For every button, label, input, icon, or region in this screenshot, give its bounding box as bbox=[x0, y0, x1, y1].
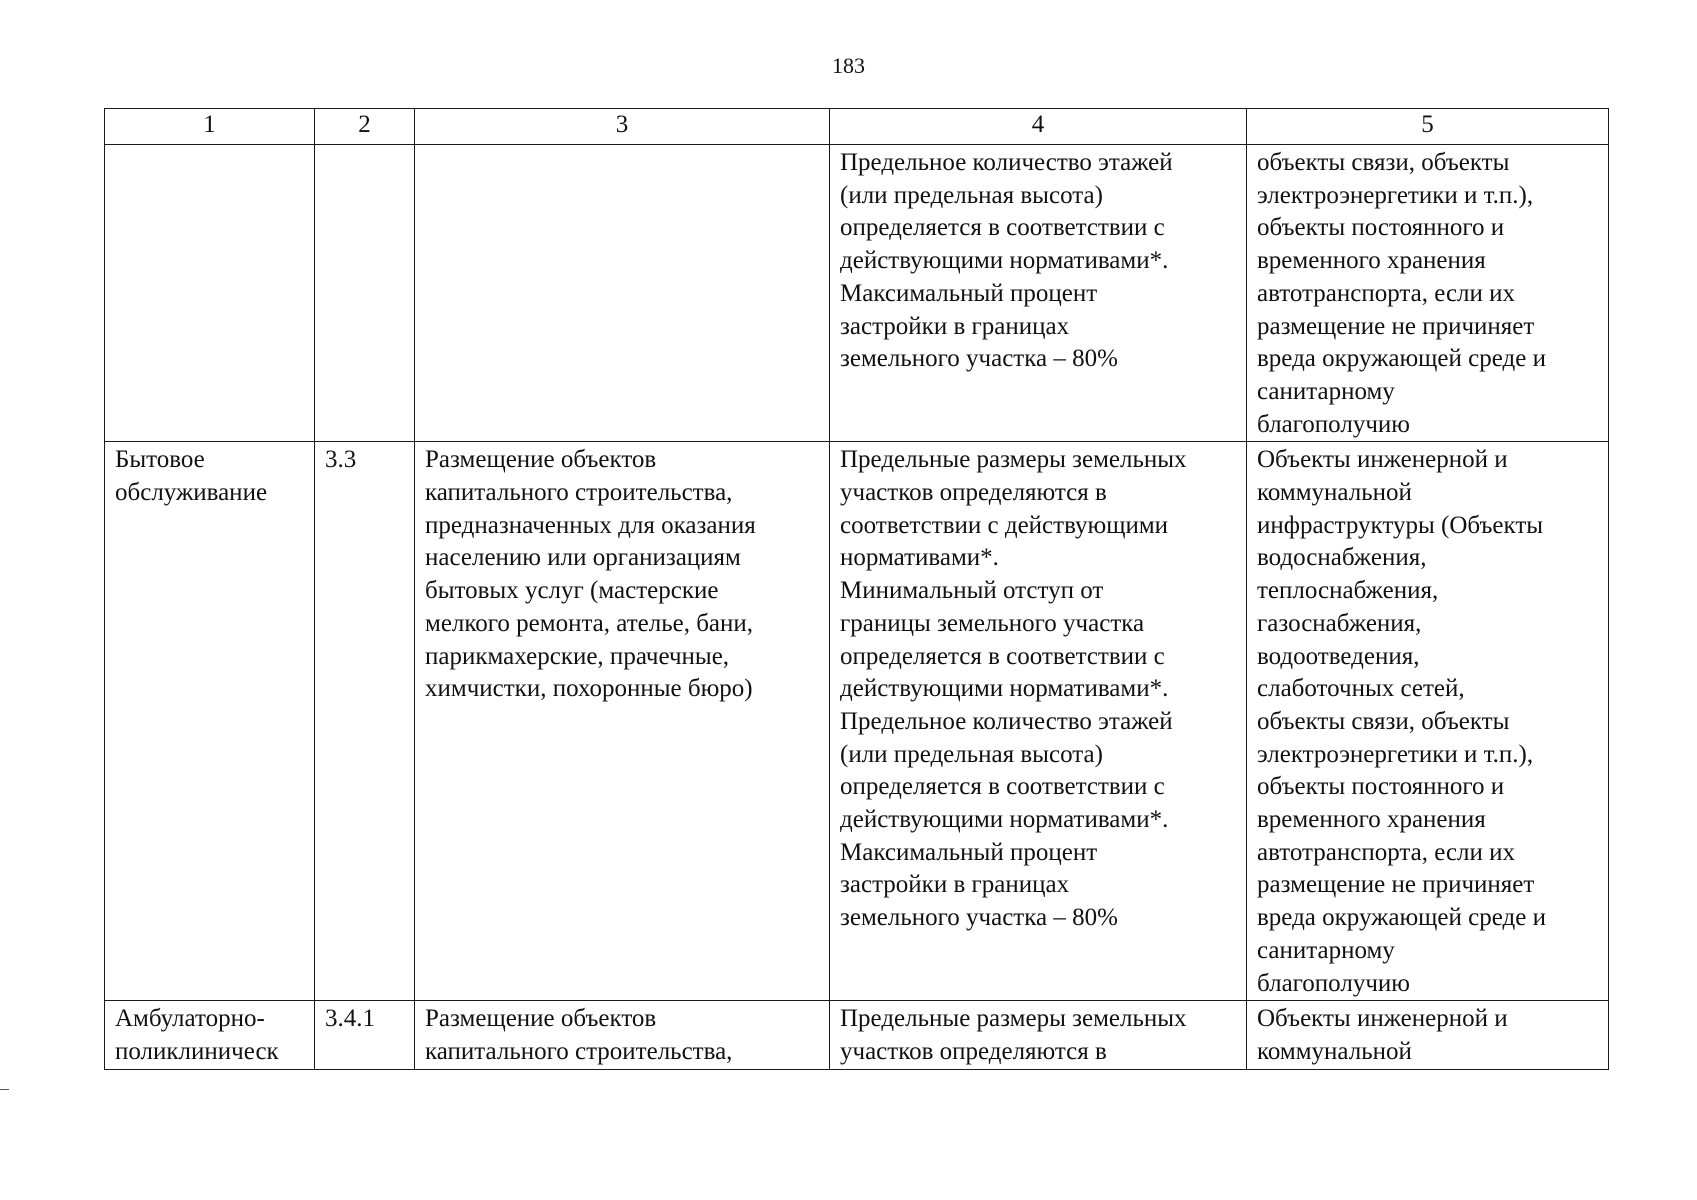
text-line: Предельные размеры земельных bbox=[840, 1005, 1187, 1033]
table-row bbox=[105, 442, 1609, 1001]
text-line: Размещение объектов bbox=[425, 446, 657, 474]
text-line: Бытовое bbox=[115, 446, 205, 474]
cell-description bbox=[415, 442, 830, 1001]
text-line: автотранспорта, если их bbox=[1257, 838, 1516, 866]
text-line: Предельное количество этажей bbox=[840, 707, 1173, 735]
cell-parameters bbox=[830, 442, 1247, 1001]
text-line: Максимальный процент bbox=[840, 838, 1098, 866]
text-line: нормативами*. bbox=[840, 544, 999, 572]
text-line: электроэнергетики и т.п.), bbox=[1257, 181, 1534, 209]
text-line: (или предельная высота) bbox=[840, 181, 1103, 209]
text-line: мелкого ремонта, ателье, бани, bbox=[425, 609, 754, 637]
scan-margin-mark bbox=[0, 1089, 9, 1090]
cell-auxiliary-objects bbox=[1247, 442, 1609, 1001]
text-line: электроэнергетики и т.п.), bbox=[1257, 740, 1534, 768]
column-header-1: 1 bbox=[105, 109, 315, 145]
column-header-3: 3 bbox=[415, 109, 830, 145]
text-line: (или предельная высота) bbox=[840, 740, 1103, 768]
text-line: определяется в соответствии с bbox=[840, 642, 1165, 670]
text-line: санитарному bbox=[1257, 936, 1395, 964]
text-line: вреда окружающей среде и bbox=[1257, 345, 1546, 373]
text-line: участков определяются в bbox=[840, 1037, 1107, 1065]
cell-description bbox=[415, 145, 830, 442]
document-table bbox=[104, 108, 1609, 1070]
cell-auxiliary-objects bbox=[1247, 1001, 1609, 1069]
text-line: определяется в соответствии с bbox=[840, 214, 1165, 242]
text-line: действующими нормативами*. bbox=[840, 675, 1169, 703]
text-line: газоснабжения, bbox=[1257, 609, 1422, 637]
text-line: временного хранения bbox=[1257, 247, 1486, 275]
cell-name bbox=[105, 1001, 315, 1069]
text-line: Предельные размеры земельных bbox=[840, 446, 1187, 474]
text-line: Размещение объектов bbox=[425, 1005, 657, 1033]
table-header-row bbox=[105, 109, 1609, 145]
text-line: обслуживание bbox=[115, 479, 268, 507]
text-line: Объекты инженерной и bbox=[1257, 1005, 1508, 1033]
text-line: водоотведения, bbox=[1257, 642, 1420, 670]
text-line: участков определяются в bbox=[840, 479, 1107, 507]
cell-code bbox=[315, 145, 415, 442]
text-line: вреда окружающей среде и bbox=[1257, 904, 1546, 932]
text-line: объекты постоянного и bbox=[1257, 773, 1505, 801]
text-line: поликлиническ bbox=[115, 1037, 279, 1065]
page-number: 183 bbox=[832, 53, 865, 78]
text-line: Минимальный отступ от bbox=[840, 577, 1104, 605]
column-header-2: 2 bbox=[315, 109, 415, 145]
text-line: объекты постоянного и bbox=[1257, 214, 1505, 242]
text-line: благополучию bbox=[1257, 969, 1410, 997]
table-row bbox=[105, 1001, 1609, 1069]
text-line: действующими нормативами*. bbox=[840, 806, 1169, 834]
text-line: благополучию bbox=[1257, 410, 1410, 438]
text-line: объекты связи, объекты bbox=[1257, 707, 1510, 735]
column-header-4: 4 bbox=[830, 109, 1247, 145]
text-line: Объекты инженерной и bbox=[1257, 446, 1508, 474]
text-line: размещение не причиняет bbox=[1257, 871, 1535, 899]
text-line: капитального строительства, bbox=[425, 479, 733, 507]
cell-code: 3.4.1 bbox=[315, 1001, 415, 1069]
text-line: земельного участка – 80% bbox=[840, 904, 1118, 932]
text-line: инфраструктуры (Объекты bbox=[1257, 511, 1544, 539]
text-line: соответствии с действующими bbox=[840, 511, 1169, 539]
table-row bbox=[105, 145, 1609, 442]
cell-parameters bbox=[830, 145, 1247, 442]
cell-description bbox=[415, 1001, 830, 1069]
text-line: автотранспорта, если их bbox=[1257, 279, 1516, 307]
text-line: капитального строительства, bbox=[425, 1037, 733, 1065]
text-line: границы земельного участка bbox=[840, 609, 1145, 637]
text-line: теплоснабжения, bbox=[1257, 577, 1439, 605]
cell-auxiliary-objects bbox=[1247, 145, 1609, 442]
text-line: Максимальный процент bbox=[840, 279, 1098, 307]
text-line: объекты связи, объекты bbox=[1257, 149, 1510, 176]
cell-name bbox=[105, 442, 315, 1001]
text-line: застройки в границах bbox=[840, 312, 1070, 340]
text-line: размещение не причиняет bbox=[1257, 312, 1535, 340]
text-line: временного хранения bbox=[1257, 806, 1486, 834]
text-line: населению или организациям bbox=[425, 544, 741, 572]
text-line: коммунальной bbox=[1257, 1037, 1412, 1065]
text-line: действующими нормативами*. bbox=[840, 247, 1169, 275]
text-line: парикмахерские, прачечные, bbox=[425, 642, 730, 670]
text-line: застройки в границах bbox=[840, 871, 1070, 899]
cell-name bbox=[105, 145, 315, 442]
text-line: санитарному bbox=[1257, 377, 1395, 405]
text-line: предназначенных для оказания bbox=[425, 511, 756, 539]
cell-code: 3.3 bbox=[315, 442, 415, 1001]
text-line: химчистки, похоронные бюро) bbox=[425, 675, 753, 703]
text-line: Амбулаторно- bbox=[115, 1005, 265, 1033]
text-line: Предельное количество этажей bbox=[840, 149, 1173, 176]
text-line: коммунальной bbox=[1257, 479, 1412, 507]
text-line: водоснабжения, bbox=[1257, 544, 1427, 572]
text-line: слаботочных сетей, bbox=[1257, 675, 1465, 703]
column-header-5: 5 bbox=[1247, 109, 1609, 145]
text-line: определяется в соответствии с bbox=[840, 773, 1165, 801]
cell-parameters bbox=[830, 1001, 1247, 1069]
text-line: бытовых услуг (мастерские bbox=[425, 577, 719, 605]
text-line: земельного участка – 80% bbox=[840, 345, 1118, 373]
